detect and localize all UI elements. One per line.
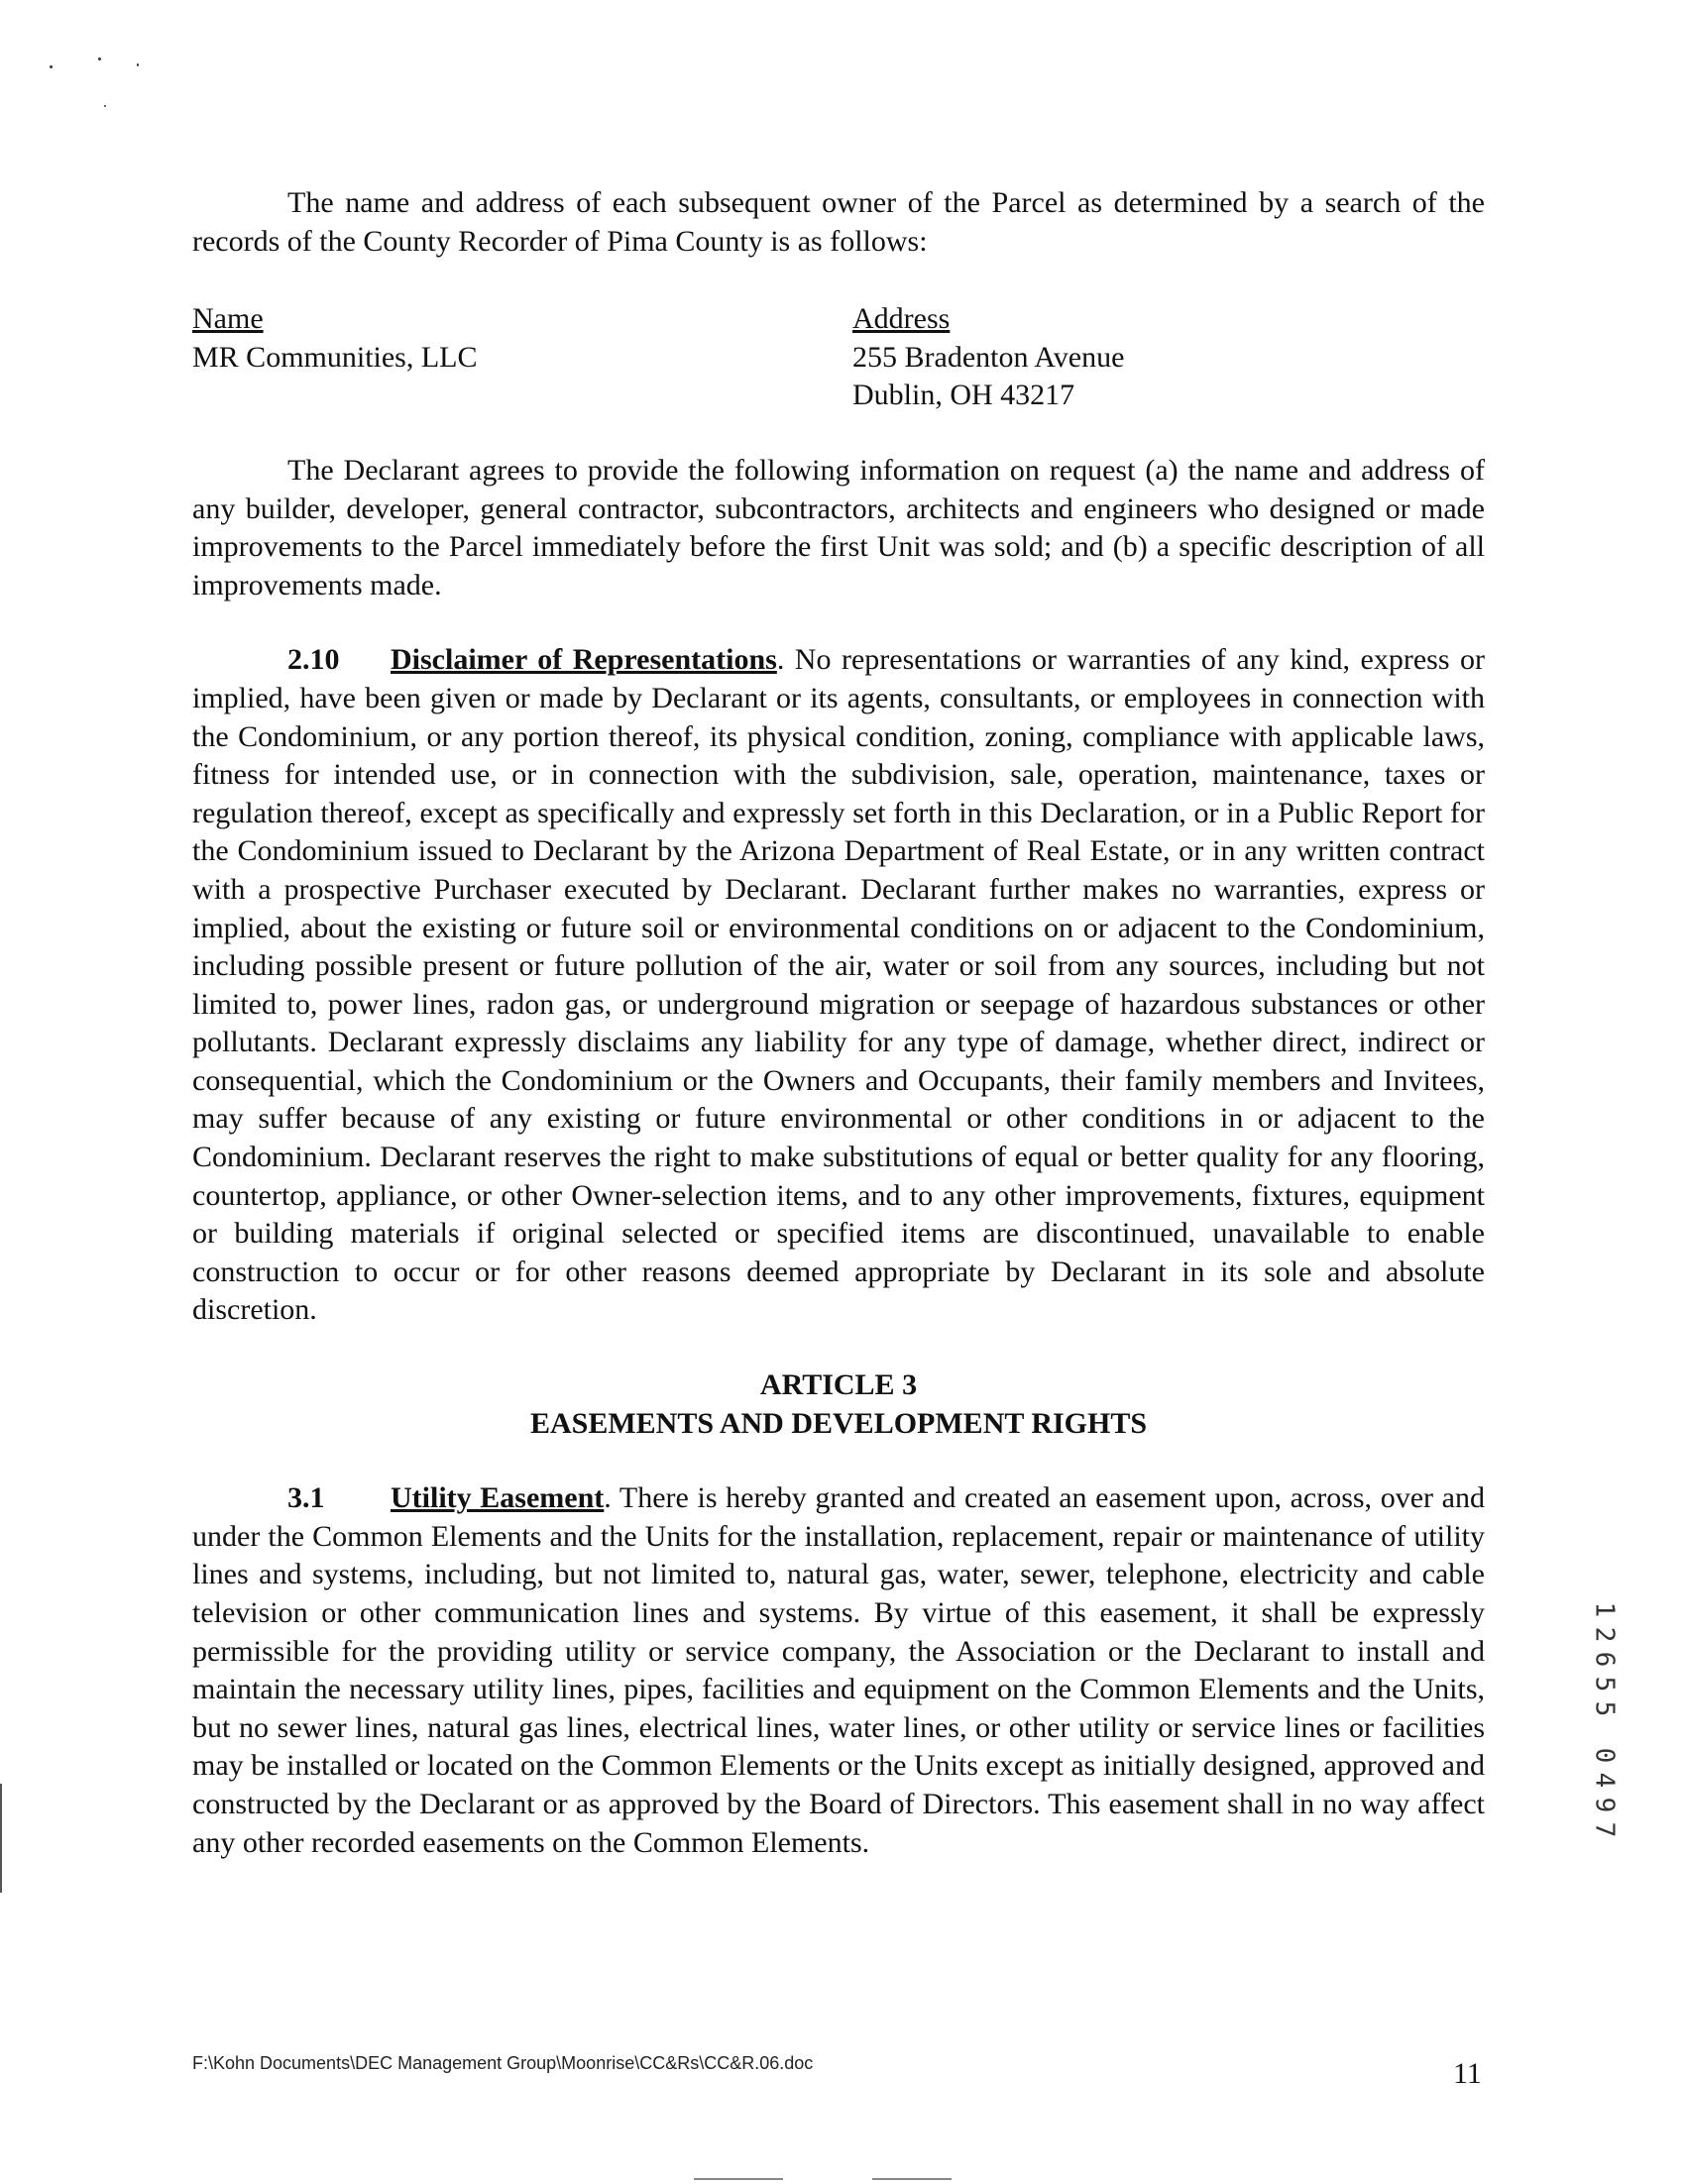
article-number: ARTICLE 3 [759,1368,918,1402]
page-number: 11 [1453,2057,1482,2090]
section-title: Disclaimer of Representations [391,643,777,677]
article-title: EASEMENTS AND DEVELOPMENT RIGHTS [529,1406,1148,1440]
owner-name: MR Communities, LLC [192,340,478,374]
section-body: . There is hereby granted and created an easement upon, across, over and under the Common Elements and the Units for the installation, replacement, repair or maintenance of utility lines and systems, including, but not limited to, natural gas, water, sewer, telephone, electricity and cable television or other communication lines and systems. By virtue of this easement, it shall be expressly permissible for the providing utility or service company, the Association or the Declarant to install and maintain the necessary utility lines, pipes, facilities and equipment on the Common Elements and the Units, but no sewer lines, natural gas lines, electrical lines, water lines, or other utility or service lines or facilities may be installed or located on the Common Elements or the Units except as initially designed, approved and constructed by the Declarant or as approved by the Board of Directors. This easement shall in no way affect any other recorded easements on the Common Elements. [192,1481,1485,1859]
scan-speck [50,65,53,68]
section-title: Utility Easement [391,1481,605,1515]
stamp-digit: 5 [1589,1676,1620,1693]
section-number: 2.10 [287,643,340,677]
owner-name-column [192,300,852,415]
scan-edge-line [0,1784,2,1893]
document-body [192,184,1485,1862]
scan-bottom-line [872,2178,952,2180]
stamp-digit: 0 [1589,1747,1620,1764]
address-header: Address [852,302,951,336]
footer-file-path: F:\Kohn Documents\DEC Management Group\Moonrise\CC&Rs\CC&R.06.doc [192,2053,814,2073]
recording-stamp [1584,1597,1624,1842]
name-header: Name [192,302,264,336]
scan-speck [137,63,139,66]
section-number: 3.1 [287,1481,325,1515]
section-3-1 [192,1479,1485,1862]
stamp-page [1584,1743,1624,1842]
section-2-10 [192,641,1485,1330]
stamp-digit: 4 [1589,1772,1620,1789]
stamp-digit: 7 [1589,1821,1620,1838]
owner-table [192,300,1485,415]
stamp-digit: 5 [1589,1700,1620,1717]
stamp-digit: 6 [1589,1651,1620,1668]
article-heading [192,1366,1485,1443]
owner-address-column [852,300,1485,415]
owner-address-line1: 255 Bradenton Avenue [852,340,1125,374]
scan-speck [104,105,106,107]
stamp-digit: 9 [1589,1797,1620,1813]
declarant-paragraph: The Declarant agrees to provide the following information on request (a) the name and address of any builder, developer, general contractor, subcontractors, architects and engineers who designed or made improvements to the Parcel immediately before the first Unit was sold; and (b) a specific description of all improvements made. [192,453,1485,601]
intro-paragraph: The name and address of each subsequent owner of the Parcel as determined by a search of the records of the County Recorder of Pima County is as follows: [192,186,1485,258]
scan-speck [98,57,101,60]
section-body: . No representations or warranties of any kind, express or implied, have been given or made by Declarant or its agents, consultants, or employees in connection with the Condominium, or any portion thereof, its physical condition, zoning, compliance with applicable laws, fitness for intended use, or in connection with the subdivision, sale, operation, maintenance, taxes or regulation thereof, except as specifically and expressly set forth in this Declaration, or in a Public Report for the Condominium issued to Declarant by the Arizona Department of Real Estate, or in any written contract with a prospective Purchaser executed by Declarant. Declarant further makes no warranties, express or implied, about the existing or future soil or environmental conditions on or adjacent to the Condominium, including possible present or future pollution of the air, water or soil from any sources, including but not limited to, power lines, radon gas, or underground migration or seepage of hazardous substances or other pollutants. Declarant expressly disclaims any liability for any type of damage, whether direct, indirect or consequential, which the Condominium or the Owners and Occupants, their family members and Invitees, may suffer because of any existing or future environmental or other conditions in or adjacent to the Condominium. Declarant reserves the right to make substitutions of equal or better quality for any flooring, countertop, appliance, or other Owner-selection items, and to any other improvements, fixtures, equipment or building materials if original selected or specified items are discontinued, unavailable to enable construction to occur or for other reasons deemed appropriate by Declarant in its sole and absolute discretion. [192,643,1485,1327]
scan-bottom-line [694,2178,783,2180]
stamp-digit: 1 [1589,1601,1620,1618]
stamp-digit: 2 [1589,1626,1620,1643]
owner-address-line2: Dublin, OH 43217 [852,379,1075,412]
stamp-docket [1584,1597,1624,1721]
